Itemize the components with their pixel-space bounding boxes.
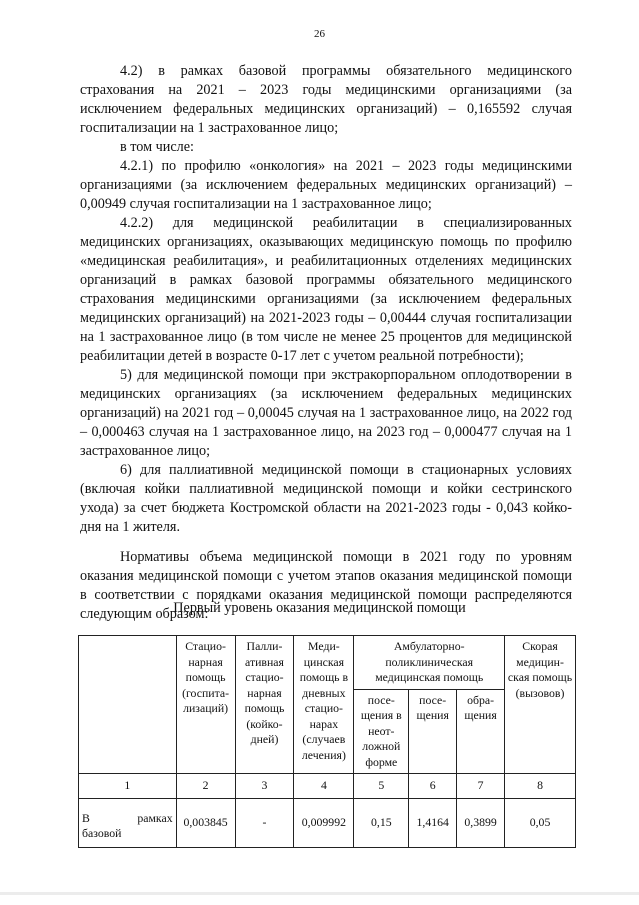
cell-inpatient: 0,003845 [176,799,235,848]
paragraph-6: 6) для паллиативной медицинской помощи в стационарных условиях (включая койки паллиативной медицинской помощи и койки сестринского ухода) за счет бюджета Костромской области на 2021-2023 годы - 0,043 койко-дня на 1 жителя. [80,462,572,535]
row-label-line-1: В рамках [82,810,173,825]
cell-urgent-visits: 0,15 [354,799,409,848]
column-number-row [79,774,576,799]
column-number: 6 [409,774,457,799]
header-empty-cell [79,636,177,774]
cell-visits: 1,4164 [409,799,457,848]
cell-appeals: 0,3899 [457,799,505,848]
row-label-line-2: базовой [82,826,122,840]
column-number: 4 [294,774,354,799]
page-bottom-edge [0,892,639,895]
column-number: 2 [176,774,235,799]
header-urgent-visits: посе-щения в неот-ложной форме [354,689,409,774]
paragraph-norms: Нормативы объема медицинской помощи в 2021 году по уровням оказания медицинской помощи с учетом этапов оказания медицинской помощи в соответствии с порядками оказания медицинской помощи распределяются следующим образом: [80,549,572,622]
column-number: 8 [505,774,576,799]
paragraph-4-2-1: 4.2.1) по профилю «онкология» на 2021 – 2023 годы медицинскими организациями (за исключением федеральных медицинских организаций) – 0,00949 случая госпитализации на 1 застрахованное лицо; [80,158,572,212]
cell-palliative: - [235,799,294,848]
column-number: 5 [354,774,409,799]
table-row [79,799,576,848]
cell-day-hospital: 0,009992 [294,799,354,848]
header-appeals: обра-щения [457,689,505,774]
header-inpatient: Стацио-нарная помощь (госпита-лизаций) [176,636,235,774]
header-day-hospital: Меди-цинская помощь в дневных стацио-нарах (случаев лечения) [294,636,354,774]
column-number: 1 [79,774,177,799]
paragraph-5: 5) для медицинской помощи при экстракорпоральном оплодотворении в медицинских организациях (за исключением федеральных медицинских организаций) на 2021 год – 0,00045 случая на 1 застрахованное лицо, на 2022 год – 0,000463 случая на 1 застрахованное лицо, на 2023 год – 0,000477 случая на 1 застрахованное лицо; [80,367,572,459]
header-ambulance: Скорая медицин-ская помощь (вызовов) [505,636,576,774]
document-body [80,62,572,624]
table-header-row [79,636,576,690]
column-number: 7 [457,774,505,799]
row-label [79,799,177,848]
cell-ambulance: 0,05 [505,799,576,848]
header-outpatient-group: Амбулаторно-поликлиническая медицинская помощь [354,636,505,690]
level-one-table [78,635,576,848]
header-palliative: Палли-ативная стацио-нарная помощь (койко-дней) [235,636,294,774]
paragraph-4-2: 4.2) в рамках базовой программы обязательного медицинского страхования на 2021 – 2023 годы медицинскими организациями (за исключением федеральных медицинских организаций) – 0,165592 случая госпитализации на 1 застрахованное лицо; [80,63,572,136]
header-visits: посе-щения [409,689,457,774]
column-number: 3 [235,774,294,799]
paragraph-4-2-2: 4.2.2) для медицинской реабилитации в специализированных медицинских организациях, оказывающих медицинскую помощь по профилю «медицинская реабилитация», и реабилитационных отделениях медицинских организаций в рамках базовой программы обязательного медицинского страхования медицинскими организациями (за исключением федеральных медицинских организаций) на 2021-2023 годы – 0,00444 случая госпитализации на 1 застрахованное лицо (в том числе не менее 25 процентов для медицинской реабилитации детей в возрасте 0-17 лет с учетом реальной потребности); [80,215,572,364]
page-number: 26 [314,28,325,40]
paragraph-including: в том числе: [120,139,194,155]
table-title: Первый уровень оказания медицинской помощи [173,600,466,616]
